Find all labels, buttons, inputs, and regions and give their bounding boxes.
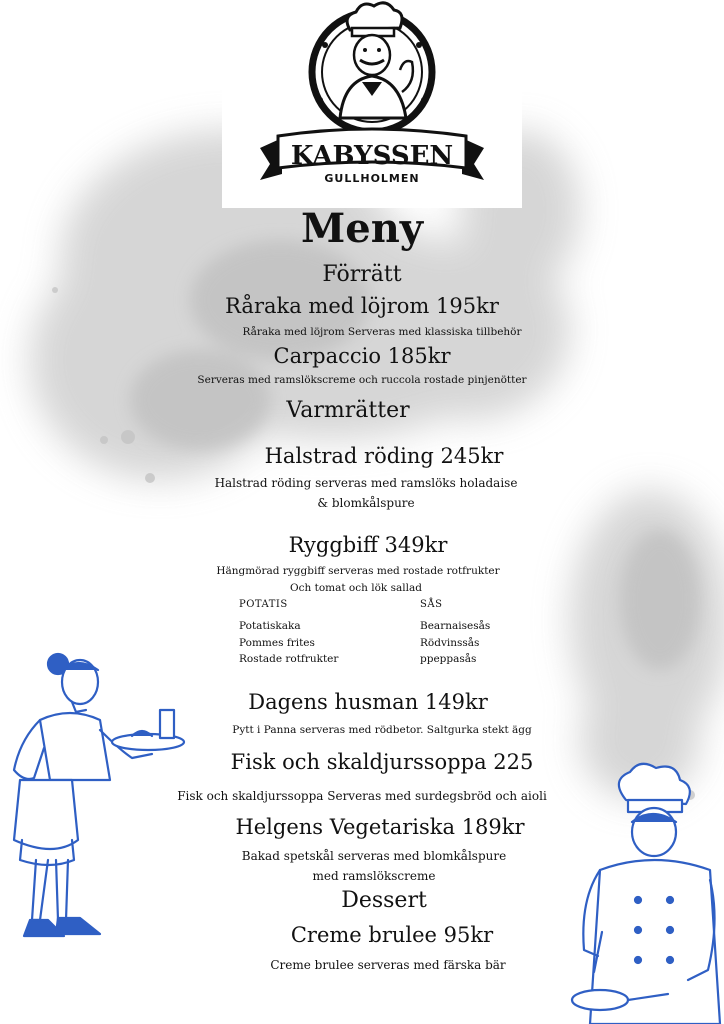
chef-illustration-icon xyxy=(560,760,724,1024)
dish-roding-name: Halstrad röding 245kr xyxy=(264,444,504,468)
dish-vegetariska-desc-1: Bakad spetskål serveras med blomkålspure xyxy=(241,849,507,863)
dish-ryggbiff-desc-1: Hängmörad ryggbiff serveras med rostade rotfrukter xyxy=(216,565,500,577)
dish-vegetariska-name: Helgens Vegetariska 189kr xyxy=(235,815,525,839)
menu-title: Meny xyxy=(300,205,424,252)
chef-logo-icon xyxy=(222,0,522,208)
sides-potatis-item: Potatiskaka xyxy=(239,620,301,632)
sides-potatis-heading: POTATIS xyxy=(239,599,288,610)
logo-place: GULLHOLMEN xyxy=(324,172,420,185)
dish-roding-desc-2: & blomkålspure xyxy=(317,496,415,510)
sides-potatis-item: Pommes frites xyxy=(239,637,315,649)
dish-creme-name: Creme brulee 95kr xyxy=(290,923,494,947)
dish-creme-desc: Creme brulee serveras med färska bär xyxy=(270,958,506,972)
dish-husman-desc: Pytt i Panna serveras med rödbetor. Saltgurka stekt ägg xyxy=(232,724,532,736)
logo-name: KABYSSEN xyxy=(290,141,454,171)
dish-raraka-desc: Råraka med löjrom Serveras med klassiska tillbehör xyxy=(242,326,522,338)
dish-raraka-name: Råraka med löjrom 195kr xyxy=(225,294,499,318)
sides-sas-item: Bearnaisesås xyxy=(420,620,491,632)
section-dessert: Dessert xyxy=(341,888,427,913)
waitress-illustration-icon xyxy=(0,650,190,950)
sides-sas-item: ppeppasås xyxy=(420,653,477,665)
dish-ryggbiff-name: Ryggbiff 349kr xyxy=(288,533,448,557)
sides-sas-item: Rödvinssås xyxy=(420,637,480,649)
logo-panel xyxy=(222,0,522,208)
sides-potatis-item: Rostade rotfrukter xyxy=(239,653,339,665)
dish-roding-desc-1: Halstrad röding serveras med ramslöks holadaise xyxy=(214,476,518,490)
sides-sas-heading: SÅS xyxy=(420,599,443,610)
dish-carpaccio-name: Carpaccio 185kr xyxy=(273,344,451,368)
dish-husman-name: Dagens husman 149kr xyxy=(248,690,488,714)
dish-soppa-desc: Fisk och skaldjurssoppa Serveras med surdegsbröd och aioli xyxy=(177,789,547,803)
dish-soppa-name: Fisk och skaldjurssoppa 225 xyxy=(230,750,534,774)
dish-vegetariska-desc-2: med ramslökscreme xyxy=(312,869,436,883)
section-mains: Varmrätter xyxy=(286,398,410,423)
dish-ryggbiff-desc-2: Och tomat och lök sallad xyxy=(290,582,422,594)
dish-carpaccio-desc: Serveras med ramslökscreme och ruccola rostade pinjenötter xyxy=(197,374,527,386)
section-starter: Förrätt xyxy=(322,262,402,287)
